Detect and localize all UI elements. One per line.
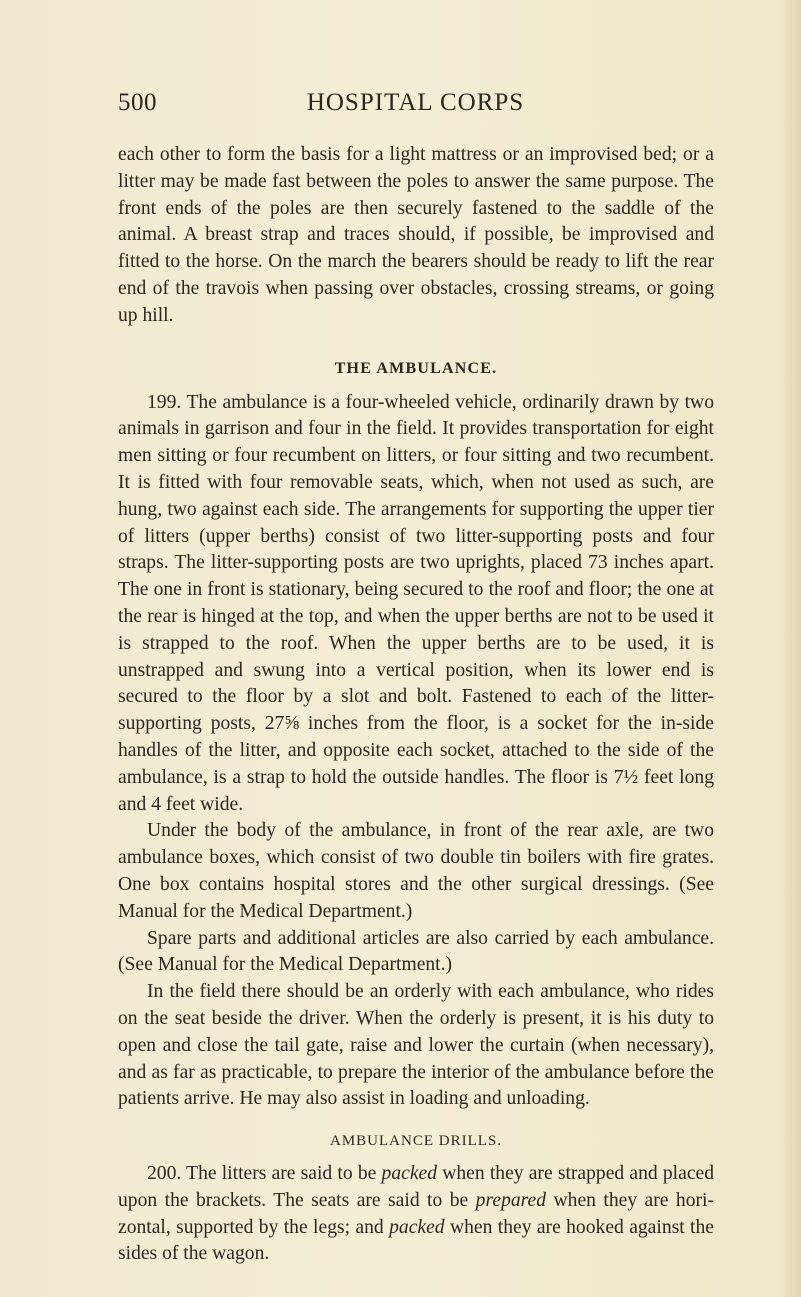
- paragraph-continuation: each other to form the basis for a light mattress or an improvised bed; or a litter may be made fast between the poles to answer the same purpose. The front ends of the poles are then securely fastened to the saddle of the animal. A breast strap and traces should, if possible, be improvised and fitted to the horse. On the march the bearers should be ready to lift the rear end of the travois when passing over obstacles, crossing streams, or going up hill.: [118, 144, 714, 326]
- page-body: [118, 142, 714, 1268]
- text-run: when they are hori-zontal, supported by the legs; and: [118, 1189, 714, 1238]
- paragraph-200: [118, 1161, 714, 1268]
- paragraph-ambulance-boxes: Under the body of the ambulance, in front of the rear axle, are two ambulance boxes, which consist of two double tin boilers with fire grates. One box contains hospital stores and the other surgical dressings. (See Manual for the Medical Department.): [118, 820, 714, 922]
- paragraph-spare-parts: Spare parts and additional articles are also carried by each ambulance. (See Manual for the Medical Department.): [118, 927, 714, 976]
- text-run: when they are hooked against the sides of the wagon.: [118, 1216, 714, 1265]
- page-header: [118, 89, 713, 121]
- text-run: 200. The litters are said to be: [147, 1163, 382, 1185]
- paragraph-orderly: In the field there should be an orderly with each ambulance, who rides on the seat beside the driver. When the orderly is present, it is his duty to open and close the tail gate, raise and lower the curtain (when necessary), and as far as practicable, to prepare the interior of the ambulance before the patients arrive. He may also assist in loading and unloading.: [118, 981, 714, 1110]
- italic-term: prepared: [475, 1189, 547, 1211]
- running-head: HOSPITAL CORPS: [306, 89, 525, 116]
- italic-term: packed: [381, 1163, 438, 1185]
- italic-term: packed: [389, 1216, 445, 1238]
- page-edge-shadow: [779, 0, 801, 1297]
- paragraph-199: 199. The ambulance is a four-wheeled vehicle, ordinarily drawn by two animals in garrison and four in the field. It provides transportation for eight men sitting or four recumbent on litters, or four sitting and two recumbent. It is fitted with four removable seats, which, when not used as such, are hung, two against each side. The arrangements for supporting the upper tier of litters (upper berths) consist of two litter-supporting posts and four straps. The litter-supporting posts are two uprights, placed 73 inches apart. The one in front is stationary, being secured to the roof and floor; the one at the rear is hinged at the top, and when the upper berths are not to be used it is strapped to the roof. When the upper berths are to be used, it is unstrapped and swung into a vertical position, when its lower end is secured to the floor by a slot and bolt. Fastened to each of the litter-supporting posts, 27⅝ inches from the floor, is a socket for the in-side handles of the litter, and opposite each socket, attached to the side of the ambulance, is a strap to hold the outside handles. The floor is 7½ feet long and 4 feet wide.: [118, 391, 714, 815]
- page-number: 500: [118, 89, 157, 116]
- subheading-ambulance-drills: AMBULANCE DRILLS.: [329, 1133, 502, 1150]
- text-run: when they are strapped and placed upon the brackets. The seats are said to be: [118, 1163, 715, 1211]
- section-heading: THE AMBULANCE.: [334, 359, 498, 377]
